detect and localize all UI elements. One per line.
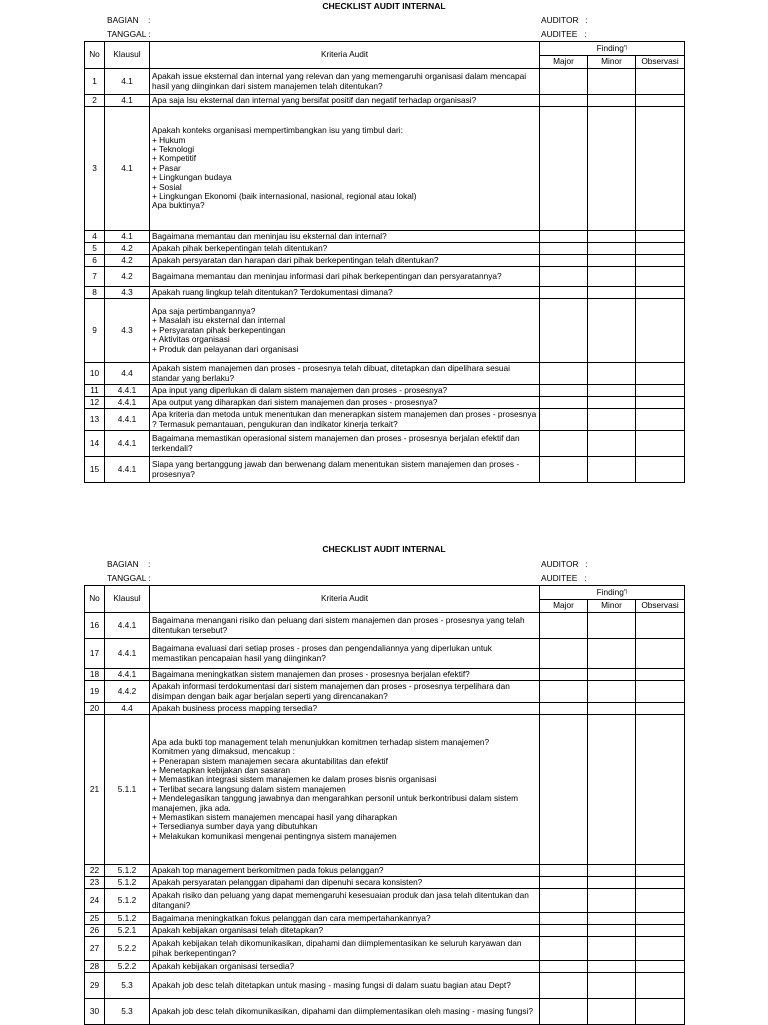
- row-number: 30: [85, 999, 105, 1025]
- row-klausul: 4.3: [105, 299, 150, 363]
- finding-major-cell[interactable]: [540, 267, 588, 287]
- finding-observasi-cell[interactable]: [636, 669, 685, 681]
- col-no: No: [85, 42, 105, 69]
- table-row: [85, 385, 685, 397]
- row-klausul: 5.3: [105, 999, 150, 1025]
- col-finding: Finding*): [540, 586, 685, 600]
- finding-major-cell[interactable]: [540, 243, 588, 255]
- row-klausul: 4.4.2: [105, 681, 150, 703]
- checklist-table-1: [84, 41, 685, 483]
- row-klausul: 4.1: [105, 107, 150, 231]
- finding-major-cell[interactable]: [540, 95, 588, 107]
- row-kriteria: Siapa yang bertanggung jawab dan berwenang dalam menentukan sistem manajemen dan proses - prosesnya?: [150, 457, 540, 483]
- tanggal-label: TANGGAL :: [107, 573, 151, 583]
- finding-observasi-cell[interactable]: [636, 397, 685, 409]
- checklist-body-1: [85, 69, 685, 483]
- row-kriteria: Apakah risiko dan peluang yang dapat memengaruhi kesesuaian produk dan jasa telah ditentukan dan ditangani?: [150, 889, 540, 913]
- finding-minor-cell[interactable]: [588, 961, 636, 973]
- finding-major-cell[interactable]: [540, 999, 588, 1025]
- finding-minor-cell[interactable]: [588, 877, 636, 889]
- bagian-label: BAGIAN :: [107, 559, 151, 569]
- finding-observasi-cell[interactable]: [636, 973, 685, 999]
- finding-observasi-cell[interactable]: [636, 267, 685, 287]
- finding-observasi-cell[interactable]: [636, 889, 685, 913]
- finding-major-cell[interactable]: [540, 913, 588, 925]
- row-kriteria: Apakah sistem manajemen dan proses - prosesnya telah dibuat, ditetapkan dan dipelihara sesuai standar yang berlaku?: [150, 363, 540, 385]
- row-klausul: 5.2.1: [105, 925, 150, 937]
- row-number: 1: [85, 69, 105, 95]
- finding-major-cell[interactable]: [540, 287, 588, 299]
- row-klausul: 4.4.1: [105, 457, 150, 483]
- checklist-page-1: [84, 41, 684, 483]
- table-row: [85, 231, 685, 243]
- row-klausul: 4.4.1: [105, 613, 150, 639]
- row-number: 23: [85, 877, 105, 889]
- page-title: CHECKLIST AUDIT INTERNAL: [322, 544, 446, 554]
- finding-observasi-cell[interactable]: [636, 703, 685, 715]
- finding-minor-cell[interactable]: [588, 431, 636, 457]
- row-number: 13: [85, 409, 105, 431]
- row-number: 5: [85, 243, 105, 255]
- row-kriteria: Apa saja pertimbangannya? + Masalah isu eksternal dan internal + Persyaratan pihak berkepentingan + Aktivitas organisasi + Produk dan pelayanan dari organisasi: [150, 299, 540, 363]
- row-kriteria: Apakah kebijakan telah dikomunikasikan, dipahami dan diimplementasikan ke seluruh karyawan dan pihak berkepentingan?: [150, 937, 540, 961]
- row-number: 17: [85, 639, 105, 669]
- col-finding: Finding*): [540, 42, 685, 56]
- finding-observasi-cell[interactable]: [636, 107, 685, 231]
- finding-major-cell[interactable]: [540, 431, 588, 457]
- row-kriteria: Apakah ruang lingkup telah ditentukan? Terdokumentasi dimana?: [150, 287, 540, 299]
- row-number: 10: [85, 363, 105, 385]
- finding-major-cell[interactable]: [540, 937, 588, 961]
- col-klausul: Klausul: [105, 586, 150, 613]
- finding-major-cell[interactable]: [540, 457, 588, 483]
- checklist-page-2: [84, 585, 684, 1025]
- row-number: 24: [85, 889, 105, 913]
- row-number: 22: [85, 865, 105, 877]
- row-klausul: 5.1.2: [105, 913, 150, 925]
- table-row: [85, 267, 685, 287]
- finding-minor-cell[interactable]: [588, 613, 636, 639]
- col-kriteria: Kriteria Audit: [150, 42, 540, 69]
- row-klausul: 4.4.1: [105, 385, 150, 397]
- row-klausul: 4.1: [105, 231, 150, 243]
- finding-major-cell[interactable]: [540, 639, 588, 669]
- finding-minor-cell[interactable]: [588, 397, 636, 409]
- col-kriteria: Kriteria Audit: [150, 586, 540, 613]
- row-klausul: 4.3: [105, 287, 150, 299]
- finding-observasi-cell[interactable]: [636, 613, 685, 639]
- row-klausul: 4.4.1: [105, 397, 150, 409]
- row-klausul: 4.4.1: [105, 409, 150, 431]
- finding-minor-cell[interactable]: [588, 299, 636, 363]
- table-row: [85, 669, 685, 681]
- finding-observasi-cell[interactable]: [636, 681, 685, 703]
- finding-minor-cell[interactable]: [588, 287, 636, 299]
- table-row: [85, 397, 685, 409]
- finding-minor-cell[interactable]: [588, 267, 636, 287]
- row-klausul: 4.4: [105, 363, 150, 385]
- col-minor: Minor: [588, 600, 636, 613]
- row-number: 20: [85, 703, 105, 715]
- table-row: [85, 243, 685, 255]
- checklist-table-2: [84, 585, 685, 1025]
- row-kriteria: Apakah job desc telah dikomunikasikan, dipahami dan diimplementasikan oleh masing - masing fungsi?: [150, 999, 540, 1025]
- table-row: [85, 865, 685, 877]
- auditee-label: AUDITEE :: [541, 573, 587, 583]
- finding-major-cell[interactable]: [540, 973, 588, 999]
- table-row: [85, 889, 685, 913]
- finding-observasi-cell[interactable]: [636, 409, 685, 431]
- table-row: [85, 95, 685, 107]
- finding-minor-cell[interactable]: [588, 243, 636, 255]
- row-klausul: 4.1: [105, 69, 150, 95]
- table-row: [85, 431, 685, 457]
- row-kriteria: Apakah konteks organisasi mempertimbangkan isu yang timbul dari: + Hukum + Teknologi + Kompetitif + Pasar + Lingkungan budaya + Sosial + Lingkungan Ekonomi (baik internasional, nasional, regional atau lokal) Apa buktinya?: [150, 107, 540, 231]
- finding-observasi-cell[interactable]: [636, 925, 685, 937]
- finding-observasi-cell[interactable]: [636, 255, 685, 267]
- finding-minor-cell[interactable]: [588, 107, 636, 231]
- table-row: [85, 703, 685, 715]
- finding-major-cell[interactable]: [540, 961, 588, 973]
- finding-minor-cell[interactable]: [588, 255, 636, 267]
- finding-minor-cell[interactable]: [588, 715, 636, 865]
- finding-minor-cell[interactable]: [588, 999, 636, 1025]
- tanggal-label: TANGGAL :: [107, 29, 151, 39]
- finding-major-cell[interactable]: [540, 865, 588, 877]
- finding-minor-cell[interactable]: [588, 925, 636, 937]
- finding-observasi-cell[interactable]: [636, 937, 685, 961]
- table-row: [85, 925, 685, 937]
- finding-major-cell[interactable]: [540, 613, 588, 639]
- finding-minor-cell[interactable]: [588, 865, 636, 877]
- finding-minor-cell[interactable]: [588, 69, 636, 95]
- row-kriteria: Apakah business process mapping tersedia?: [150, 703, 540, 715]
- finding-observasi-cell[interactable]: [636, 877, 685, 889]
- row-kriteria: Apakah job desc telah ditetapkan untuk masing - masing fungsi di dalam suatu bagian atau Dept?: [150, 973, 540, 999]
- col-klausul: Klausul: [105, 42, 150, 69]
- row-klausul: 4.4.1: [105, 669, 150, 681]
- row-number: 15: [85, 457, 105, 483]
- row-kriteria: Apa kriteria dan metoda untuk menentukan dan menerapkan sistem manajemen dan proses - prosesnya ? Termasuk pemantauan, pengukuran dan indikator kinerja terkait?: [150, 409, 540, 431]
- table-row: [85, 409, 685, 431]
- table-row: [85, 913, 685, 925]
- row-number: 14: [85, 431, 105, 457]
- row-number: 18: [85, 669, 105, 681]
- row-kriteria: Apakah issue eksternal dan internal yang relevan dan yang memengaruhi organisasi dalam mencapai hasil yang diinginkan dari sistem manajemen telah ditentukan?: [150, 69, 540, 95]
- finding-observasi-cell[interactable]: [636, 457, 685, 483]
- table-row: [85, 363, 685, 385]
- auditor-label: AUDITOR :: [541, 559, 588, 569]
- table-row: [85, 613, 685, 639]
- row-klausul: 5.1.2: [105, 877, 150, 889]
- finding-observasi-cell[interactable]: [636, 69, 685, 95]
- finding-minor-cell[interactable]: [588, 669, 636, 681]
- finding-observasi-cell[interactable]: [636, 299, 685, 363]
- row-kriteria: Apakah kebijakan organisasi tersedia?: [150, 961, 540, 973]
- table-row: [85, 107, 685, 231]
- row-kriteria: Apakah persyaratan dan harapan dari pihak berkepentingan telah ditentukan?: [150, 255, 540, 267]
- col-observasi: Observasi: [636, 600, 685, 613]
- finding-major-cell[interactable]: [540, 231, 588, 243]
- finding-observasi-cell[interactable]: [636, 913, 685, 925]
- row-kriteria: Apa input yang diperlukan di dalam sistem manajemen dan proses - prosesnya?: [150, 385, 540, 397]
- finding-observasi-cell[interactable]: [636, 95, 685, 107]
- finding-observasi-cell[interactable]: [636, 431, 685, 457]
- finding-major-cell[interactable]: [540, 385, 588, 397]
- finding-minor-cell[interactable]: [588, 973, 636, 999]
- finding-minor-cell[interactable]: [588, 639, 636, 669]
- finding-major-cell[interactable]: [540, 255, 588, 267]
- finding-major-cell[interactable]: [540, 703, 588, 715]
- finding-minor-cell[interactable]: [588, 913, 636, 925]
- finding-major-cell[interactable]: [540, 409, 588, 431]
- finding-major-cell[interactable]: [540, 889, 588, 913]
- row-number: 8: [85, 287, 105, 299]
- row-klausul: 5.1.2: [105, 889, 150, 913]
- finding-observasi-cell[interactable]: [636, 715, 685, 865]
- row-number: 3: [85, 107, 105, 231]
- table-row: [85, 639, 685, 669]
- finding-observasi-cell[interactable]: [636, 231, 685, 243]
- table-row: [85, 457, 685, 483]
- finding-major-cell[interactable]: [540, 877, 588, 889]
- row-number: 21: [85, 715, 105, 865]
- table-row: [85, 973, 685, 999]
- row-klausul: 5.3: [105, 973, 150, 999]
- finding-minor-cell[interactable]: [588, 457, 636, 483]
- finding-minor-cell[interactable]: [588, 95, 636, 107]
- row-number: 25: [85, 913, 105, 925]
- finding-minor-cell[interactable]: [588, 889, 636, 913]
- finding-minor-cell[interactable]: [588, 681, 636, 703]
- finding-minor-cell[interactable]: [588, 363, 636, 385]
- row-number: 19: [85, 681, 105, 703]
- col-major: Major: [540, 600, 588, 613]
- row-klausul: 5.1.1: [105, 715, 150, 865]
- table-row: [85, 937, 685, 961]
- row-klausul: 4.4.1: [105, 639, 150, 669]
- table-row: [85, 255, 685, 267]
- row-kriteria: Bagaimana meningkatkan fokus pelanggan dan cara mempertahankannya?: [150, 913, 540, 925]
- row-number: 16: [85, 613, 105, 639]
- row-klausul: 5.2.2: [105, 961, 150, 973]
- finding-observasi-cell[interactable]: [636, 287, 685, 299]
- page-title: CHECKLIST AUDIT INTERNAL: [322, 1, 446, 11]
- table-row: [85, 299, 685, 363]
- finding-major-cell[interactable]: [540, 669, 588, 681]
- row-kriteria: Bagaimana evaluasi dari setiap proses - proses dan pengendaliannya yang diperlukan untuk memastikan pencapaian hasil yang diinginkan?: [150, 639, 540, 669]
- row-kriteria: Apa saja Isu eksternal dan internal yang bersifat positif dan negatif terhadap organisasi?: [150, 95, 540, 107]
- finding-minor-cell[interactable]: [588, 231, 636, 243]
- row-number: 4: [85, 231, 105, 243]
- finding-observasi-cell[interactable]: [636, 961, 685, 973]
- finding-observasi-cell[interactable]: [636, 243, 685, 255]
- finding-minor-cell[interactable]: [588, 937, 636, 961]
- checklist-body-2: [85, 613, 685, 1025]
- finding-observasi-cell[interactable]: [636, 385, 685, 397]
- finding-observasi-cell[interactable]: [636, 999, 685, 1025]
- row-number: 28: [85, 961, 105, 973]
- row-number: 26: [85, 925, 105, 937]
- finding-major-cell[interactable]: [540, 363, 588, 385]
- row-kriteria: Bagaimana memantau dan meninjau informasi dari pihak berkepentingan dan persyaratannya?: [150, 267, 540, 287]
- finding-major-cell[interactable]: [540, 715, 588, 865]
- finding-observasi-cell[interactable]: [636, 363, 685, 385]
- table-row: [85, 877, 685, 889]
- table-row: [85, 961, 685, 973]
- finding-major-cell[interactable]: [540, 69, 588, 95]
- row-kriteria: Bagaimana meningkatkan sistem manajemen dan proses - prosesnya berjalan efektif?: [150, 669, 540, 681]
- row-klausul: 4.2: [105, 243, 150, 255]
- row-klausul: 4.4: [105, 703, 150, 715]
- finding-major-cell[interactable]: [540, 681, 588, 703]
- bagian-label: BAGIAN :: [107, 15, 151, 25]
- row-klausul: 5.2.2: [105, 937, 150, 961]
- col-no: No: [85, 586, 105, 613]
- col-minor: Minor: [588, 56, 636, 69]
- col-major: Major: [540, 56, 588, 69]
- finding-minor-cell[interactable]: [588, 703, 636, 715]
- finding-major-cell[interactable]: [540, 107, 588, 231]
- finding-observasi-cell[interactable]: [636, 639, 685, 669]
- row-number: 11: [85, 385, 105, 397]
- row-kriteria: Apakah informasi terdokumentasi dari sistem manajemen dan proses - prosesnya terpelihara dan disimpan dengan baik agar berjalan seperti yang direncanakan?: [150, 681, 540, 703]
- row-number: 2: [85, 95, 105, 107]
- row-number: 27: [85, 937, 105, 961]
- col-observasi: Observasi: [636, 56, 685, 69]
- finding-minor-cell[interactable]: [588, 385, 636, 397]
- row-kriteria: Apakah pihak berkepentingan telah ditentukan?: [150, 243, 540, 255]
- row-kriteria: Bagaimana memastikan operasional sistem manajemen dan proses - prosesnya berjalan efektif dan terkendali?: [150, 431, 540, 457]
- row-number: 7: [85, 267, 105, 287]
- table-row: [85, 999, 685, 1025]
- table-row: [85, 287, 685, 299]
- row-kriteria: Apakah kebijakan organisasi telah ditetapkan?: [150, 925, 540, 937]
- row-number: 6: [85, 255, 105, 267]
- row-kriteria: Bagaimana memantau dan meninjau isu eksternal dan internal?: [150, 231, 540, 243]
- row-klausul: 4.1: [105, 95, 150, 107]
- row-kriteria: Apa output yang diharapkan dari sistem manajemen dan proses - prosesnya?: [150, 397, 540, 409]
- row-klausul: 4.2: [105, 255, 150, 267]
- auditor-label: AUDITOR :: [541, 15, 588, 25]
- row-number: 9: [85, 299, 105, 363]
- row-kriteria: Bagaimana menangani risiko dan peluang dari sistem manajemen dan proses - prosesnya yang telah ditentukan tersebut?: [150, 613, 540, 639]
- finding-major-cell[interactable]: [540, 299, 588, 363]
- row-number: 29: [85, 973, 105, 999]
- table-row: [85, 69, 685, 95]
- finding-major-cell[interactable]: [540, 397, 588, 409]
- finding-observasi-cell[interactable]: [636, 865, 685, 877]
- row-kriteria: Apa ada bukti top management telah menunjukkan komitmen terhadap sistem manajemen? Komitmen yang dimaksud, mencakup : + Penerapan sistem manajemen secara akuntabilitas dan efektif + Menetapkan kebijakan dan sasaran + Memastikan integrasi sistem manajemen ke dalam proses bisnis organisasi + Terlibat secara langsung dalam sistem manajemen + Mendelegasikan tanggung jawabnya dan mengarahkan personil untuk berkontribusi dalam sistem manajemen, jika ada. + Memastikan sistem manajemen mencapai hasil yang diharapkan + Tersedianya sumber daya yang dibutuhkan + Melakukan komunikasi mengenai pentingnya sistem manajemen: [150, 715, 540, 865]
- row-klausul: 5.1.2: [105, 865, 150, 877]
- row-klausul: 4.2: [105, 267, 150, 287]
- auditee-label: AUDITEE :: [541, 29, 587, 39]
- table-row: [85, 715, 685, 865]
- row-kriteria: Apakah top management berkomitmen pada fokus pelanggan?: [150, 865, 540, 877]
- row-kriteria: Apakah persyaratan pelanggan dipahami dan dipenuhi secara konsisten?: [150, 877, 540, 889]
- finding-minor-cell[interactable]: [588, 409, 636, 431]
- row-klausul: 4.4.1: [105, 431, 150, 457]
- row-number: 12: [85, 397, 105, 409]
- table-row: [85, 681, 685, 703]
- finding-major-cell[interactable]: [540, 925, 588, 937]
